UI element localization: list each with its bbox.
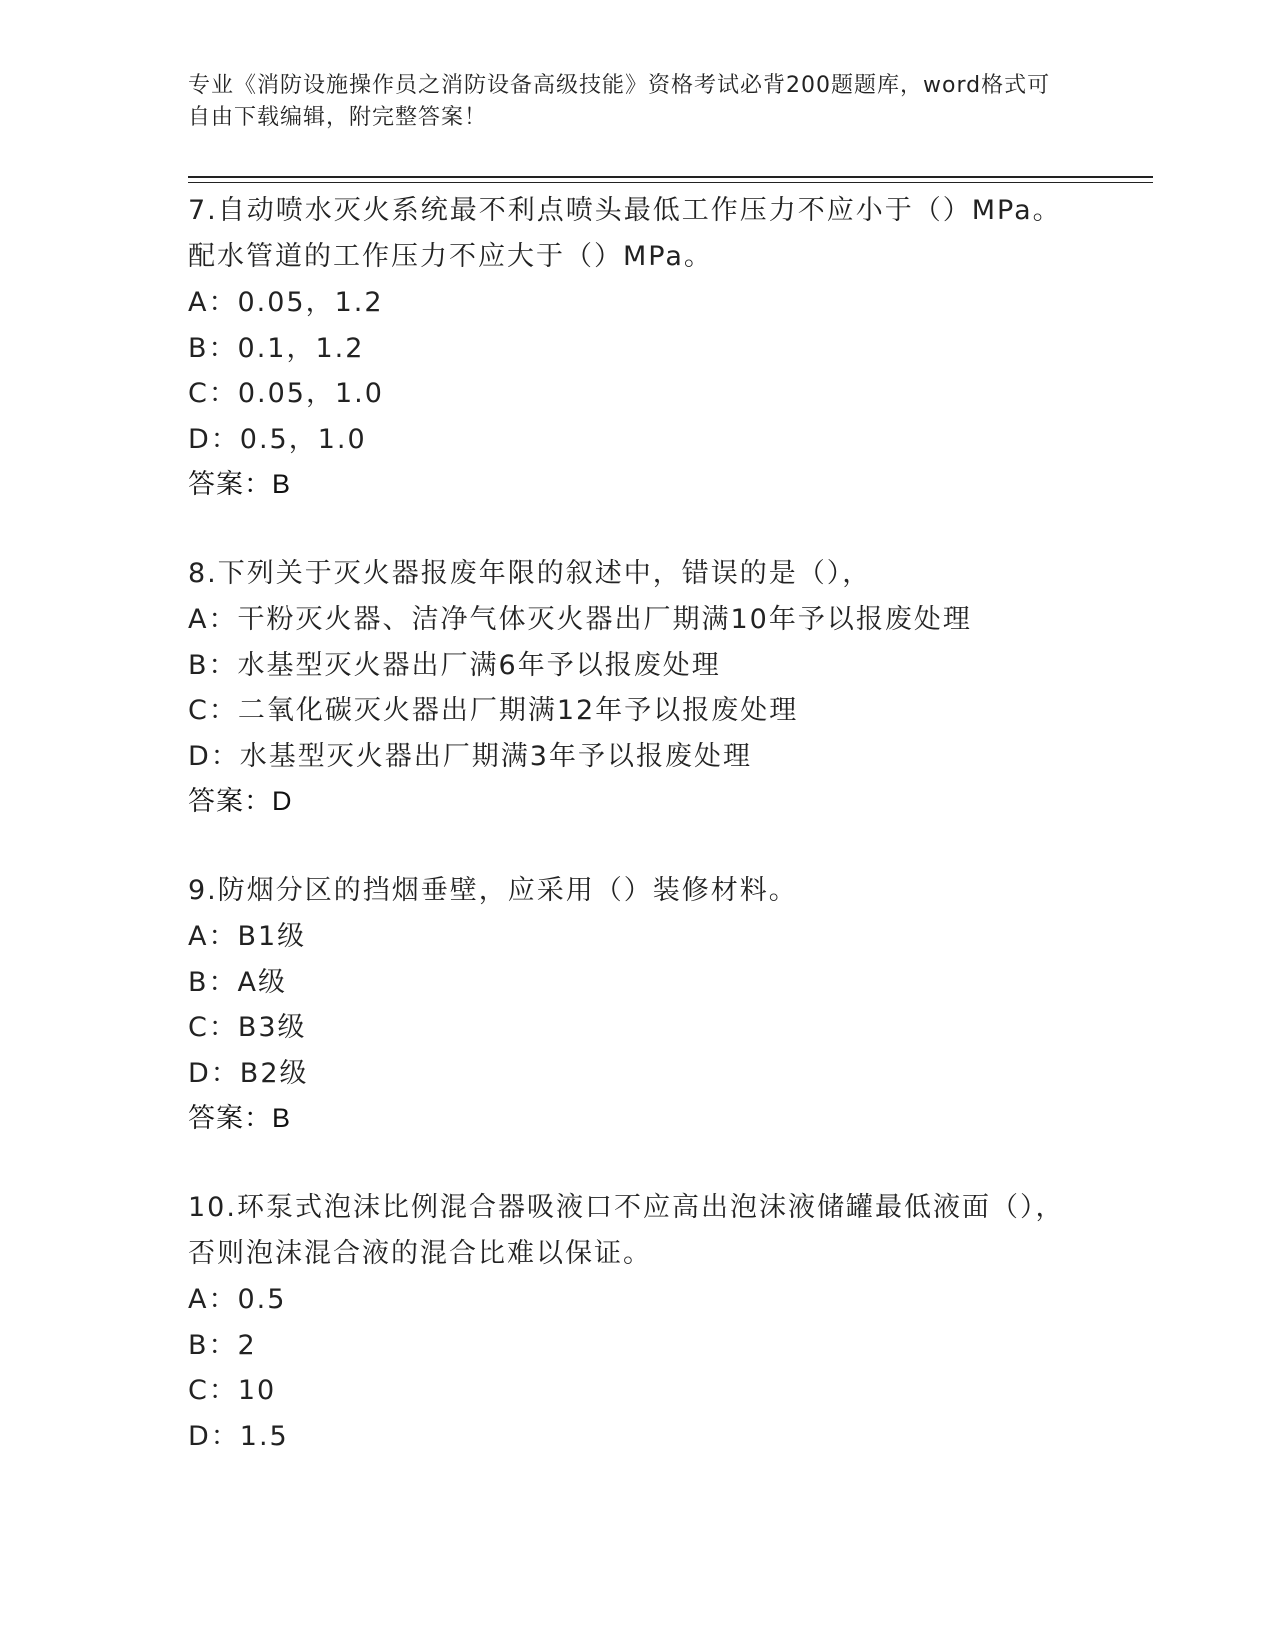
option-a: A：0.05，1.2: [188, 287, 384, 318]
header-divider-thin: [188, 182, 1153, 183]
option-a: A：0.5: [188, 1284, 287, 1315]
question-9: [188, 868, 1088, 1141]
option-c: C：10: [188, 1375, 277, 1406]
question-8: [188, 551, 1088, 824]
answer-line: 答案：B: [188, 1103, 292, 1133]
question-10: [188, 1185, 1088, 1459]
option-b: B：2: [188, 1329, 257, 1361]
option-d: D：水基型灭火器出厂期满3年予以报废处理: [188, 740, 752, 772]
option-b: B：0.1，1.2: [188, 332, 365, 364]
option-a: A：B1级: [188, 921, 307, 952]
question-stem: 10.环泵式泡沫比例混合器吸液口不应高出泡沫液储罐最低液面（），否则泡沫混合液的混合比难以保证。: [188, 1192, 1065, 1269]
option-d: D：0.5，1.0: [188, 423, 367, 455]
question-stem: 8.下列关于灭火器报废年限的叙述中，错误的是（），: [188, 558, 872, 589]
answer-line: 答案：B: [188, 469, 292, 499]
option-c: C：B3级: [188, 1012, 307, 1043]
option-d: D：1.5: [188, 1420, 289, 1452]
document-header: 专业《消防设施操作员之消防设备高级技能》资格考试必背200题题库，word格式可自由下载编辑，附完整答案！: [188, 73, 1051, 130]
option-d: D：B2级: [188, 1057, 309, 1089]
header-divider-thick: [188, 176, 1153, 178]
question-stem: 7.自动喷水灭火系统最不利点喷头最低工作压力不应小于（）MPa。配水管道的工作压力不应大于（）MPa。: [188, 195, 1062, 272]
option-a: A：干粉灭火器、洁净气体灭火器出厂期满10年予以报废处理: [188, 604, 972, 635]
question-list: [188, 188, 1088, 1503]
question-stem: 9.防烟分区的挡烟垂壁，应采用（）装修材料。: [188, 875, 798, 906]
question-7: [188, 188, 1088, 507]
answer-line: 答案：D: [188, 786, 293, 816]
option-b: B：A级: [188, 966, 287, 998]
option-b: B：水基型灭火器出厂满6年予以报废处理: [188, 649, 721, 681]
option-c: C：二氧化碳灭火器出厂期满12年予以报废处理: [188, 695, 799, 726]
option-c: C：0.05，1.0: [188, 378, 384, 409]
